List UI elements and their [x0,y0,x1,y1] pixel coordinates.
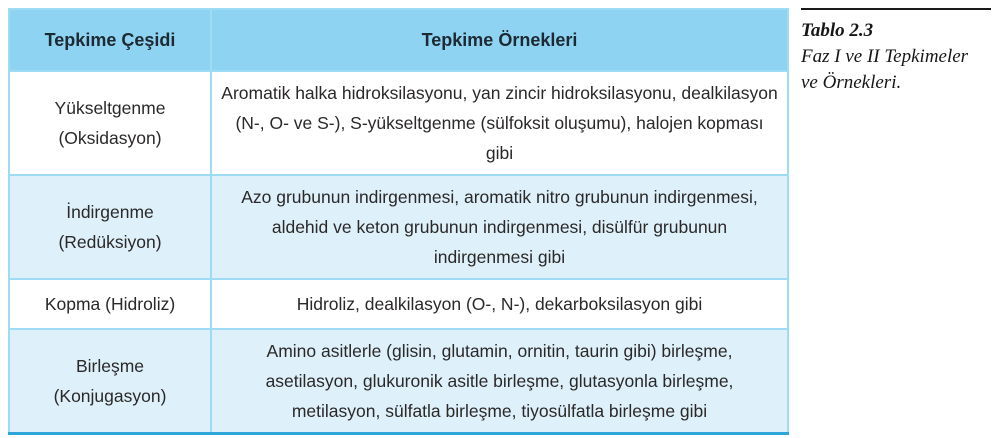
table-row [9,71,788,175]
reaction-examples-cell: Amino asitlerle (glisin, glutamin, ornitin, taurin gibi) birleşme, asetilasyon, glukuronik asitle birleşme, glutasyonla birleşme, metilasyon, sülfatla birleşme, tiyosülfatla birleşme gibi [211,329,788,434]
caption-title-line: ve Örnekleri. [801,72,902,93]
reaction-type-line: (Konjugasyon) [53,386,167,406]
caption-rule [801,8,991,10]
reaction-examples-cell: Azo grubunun indirgenmesi, aromatik nitro grubunun indirgenmesi, aldehid ve keton grubunun indirgenmesi, disülfür grubunun indirgenmesi gibi [211,175,788,279]
table-header-row [9,9,788,71]
table-caption [801,8,991,96]
reaction-type-line: (Redüksiyon) [58,232,162,252]
header-reaction-examples: Tepkime Örnekleri [211,9,788,71]
reaction-type-line: (Oksidasyon) [58,128,162,148]
reaction-type-cell [9,279,211,329]
table-row [9,329,788,434]
reaction-type-line: Kopma (Hidroliz) [44,294,176,314]
table-row [9,175,788,279]
table-row [9,279,788,329]
reactions-table [8,8,789,435]
reaction-type-line: Yükseltgenme [54,98,166,118]
reaction-examples-cell: Hidroliz, dealkilasyon (O-, N-), dekarboksilasyon gibi [211,279,788,329]
caption-title-line: Faz I ve II Tepkimeler [801,46,969,67]
reaction-type-cell [9,71,211,175]
reaction-type-cell [9,175,211,279]
reaction-type-line: Birleşme [75,356,145,376]
reaction-type-line: İndirgenme [66,202,154,222]
reaction-type-cell [9,329,211,434]
caption-label: Tablo 2.3 [801,20,874,41]
header-reaction-type: Tepkime Çeşidi [9,9,211,71]
reaction-examples-cell: Aromatik halka hidroksilasyonu, yan zincir hidroksilasyonu, dealkilasyon (N-, O- ve S-), S-yükseltgenme (sülfoksit oluşumu), halojen kopması gibi [211,71,788,175]
